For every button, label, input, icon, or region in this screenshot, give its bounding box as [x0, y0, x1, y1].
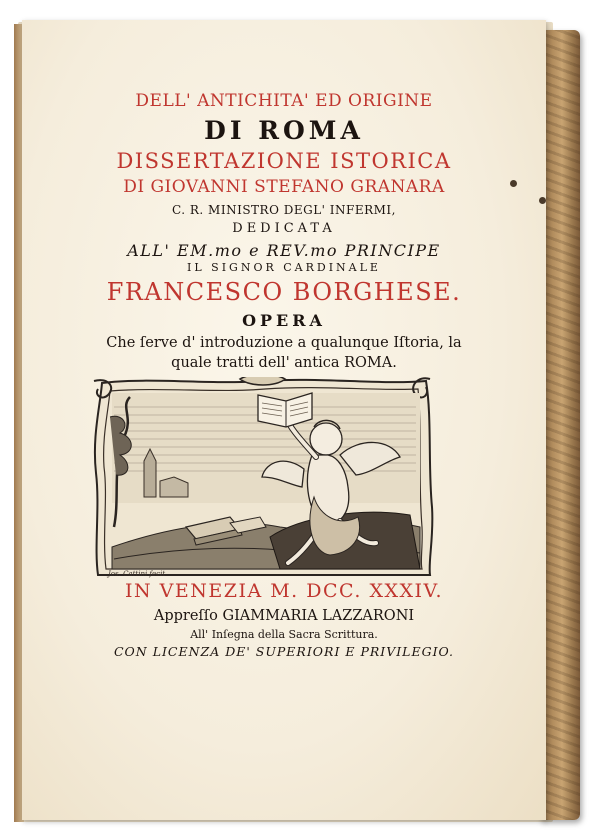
- author-title-line: C. R. MINISTRO DEGL' INFERMI,: [172, 203, 396, 217]
- paper-hole: [539, 197, 546, 204]
- book-binding: [540, 30, 580, 820]
- author-line: DI GIOVANNI STEFANO GRANARA: [123, 177, 445, 197]
- engraved-vignette: [90, 377, 435, 579]
- dedicata-line: DEDICATA: [232, 221, 336, 236]
- subtitle-line-1: Che ſerve d' introduzione a qualunque Iſtoria, la: [106, 335, 462, 351]
- subtitle-line-2: quale tratti dell' antica ROMA.: [171, 355, 397, 371]
- cardinal-line: IL SIGNOR CARDINALE: [187, 261, 381, 274]
- shop-sign-line: All' Inſegna della Sacra Scrittura.: [190, 628, 378, 641]
- opera-line: OPERA: [242, 311, 326, 330]
- title-line-dissertazione: DISSERTAZIONE ISTORICA: [116, 149, 452, 173]
- license-line: CON LICENZA DE' SUPERIORI E PRIVILEGIO.: [113, 644, 455, 659]
- title-line-di-roma: DI ROMA: [204, 116, 364, 145]
- vignette-signature: Jos. Cattini fecit: [108, 570, 166, 578]
- title-line-antiquity: DELL' ANTICHITA' ED ORIGINE: [135, 91, 433, 111]
- imprint-place-date: IN VENEZIA M. DCC. XXXIV.: [125, 580, 443, 602]
- publisher-line: Appreſſo GIAMMARIA LAZZARONI: [153, 608, 415, 624]
- dedicatee-name-line: FRANCESCO BORGHESE.: [106, 278, 462, 306]
- dedication-prince-line: ALL' EM.mo e REV.mo PRINCIPE: [127, 241, 441, 260]
